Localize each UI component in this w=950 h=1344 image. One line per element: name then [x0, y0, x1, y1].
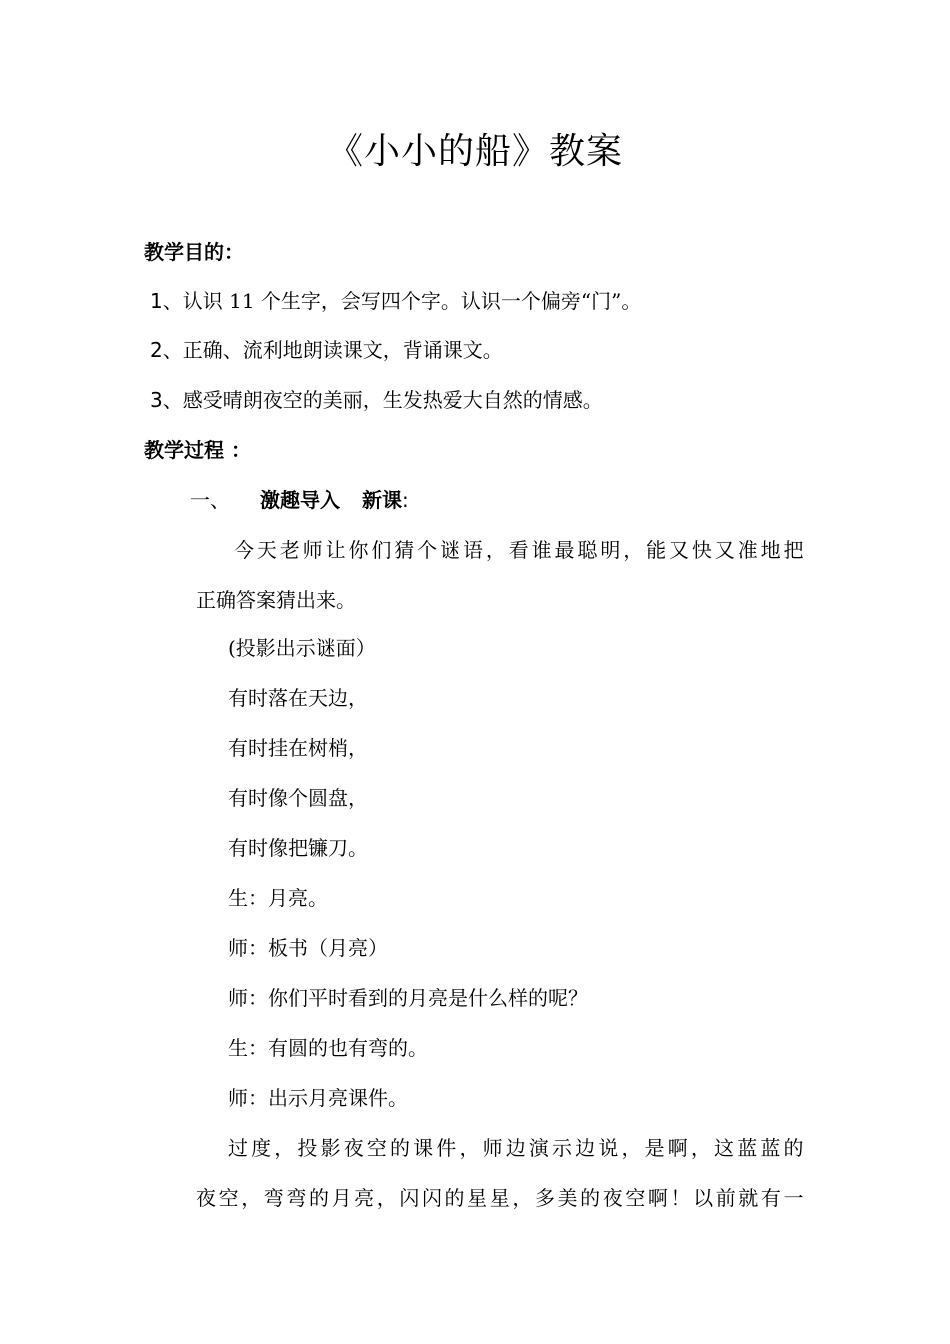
dialogue-line: 师：出示月亮课件。 [228, 1086, 408, 1110]
section-heading [190, 486, 409, 514]
riddle-line: 有时像个圆盘， [228, 786, 368, 810]
riddle-line: 有时挂在树梢， [228, 736, 368, 760]
paragraph-line: 夜空，弯弯的月亮，闪闪的星星，多美的夜空啊！以前就有一 [196, 1186, 804, 1210]
objective-text: 、正确、流利地朗读课文，背诵课文。 [162, 338, 503, 362]
objective-number: 3 [150, 388, 163, 412]
objectives-heading: 教学目的： [144, 240, 244, 264]
paragraph-line: 正确答案猜出来。 [196, 588, 356, 612]
section-title-part: 激趣导入 [260, 488, 340, 512]
section-title-colon: : [402, 488, 409, 512]
dialogue-line: 生：月亮。 [228, 886, 328, 910]
riddle-line: 有时像把镰刀。 [228, 836, 368, 860]
paragraph-line: 今天老师让你们猜个谜语，看谁最聪明，能又快又准地把 [234, 538, 804, 562]
dialogue-line: 生：有圆的也有弯的。 [228, 1036, 428, 1060]
objective-number: 2 [150, 338, 163, 362]
section-number: 一、 [190, 488, 230, 512]
riddle-line: 有时落在天边， [228, 686, 368, 710]
paragraph-line: 过度，投影夜空的课件，师边演示边说，是啊，这蓝蓝的 [228, 1136, 804, 1160]
riddle-line: (投影出示谜面） [228, 636, 376, 660]
dialogue-line: 师：你们平时看到的月亮是什么样的呢？ [228, 986, 588, 1010]
objective-item [150, 287, 641, 315]
objective-item [150, 336, 503, 364]
objective-text: 、认识 11 个生字，会写四个字。认识一个偏旁“门”。 [162, 289, 642, 313]
objective-number: 1 [150, 289, 163, 313]
document-title: 《小小的船》教案 [326, 131, 623, 172]
dialogue-line: 师：板书（月亮） [228, 936, 388, 960]
process-heading: 教学过程 ： [144, 438, 251, 462]
objective-item [150, 386, 603, 414]
objective-text: 、感受晴朗夜空的美丽，生发热爱大自然的情感。 [162, 388, 603, 412]
section-title-part: 新课 [362, 488, 402, 512]
